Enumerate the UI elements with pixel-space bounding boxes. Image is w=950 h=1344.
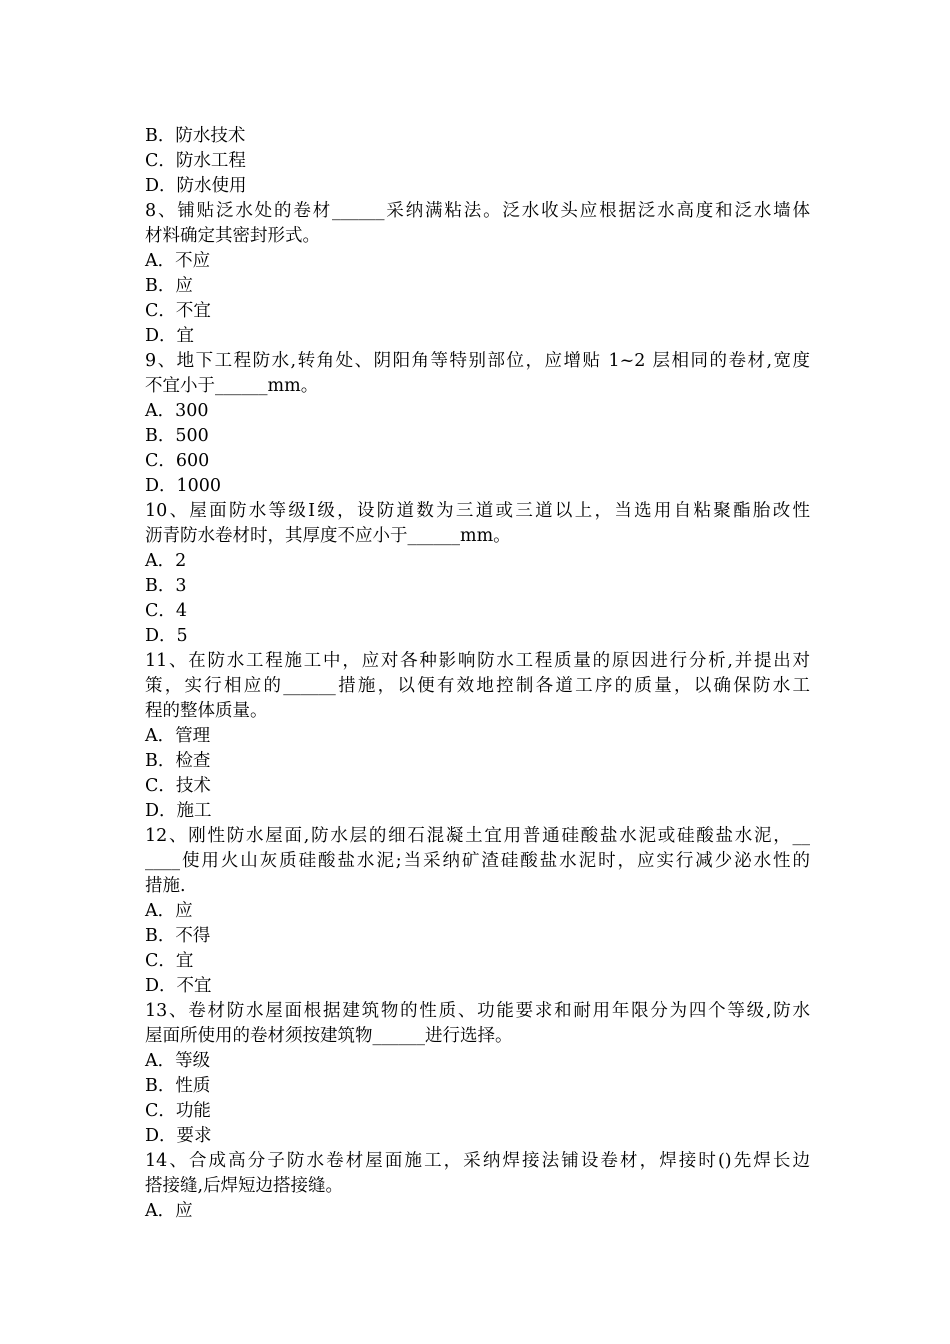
text-line: C．不宜 xyxy=(145,301,211,321)
text-line: 策，实行相应的______措施，以便有效地控制各道工序的质量，以确保防水工 xyxy=(145,676,810,696)
text-line: 程的整体质量。 xyxy=(145,701,268,721)
text-line: 11、在防水工程施工中，应对各种影响防水工程质量的原因进行分析,并提出对 xyxy=(145,651,810,671)
text-line: A．管理 xyxy=(145,726,211,746)
text-line: D．施工 xyxy=(145,801,212,821)
text-line: B．3 xyxy=(145,576,187,596)
text-line: A．2 xyxy=(145,551,187,571)
text-line: 12、刚性防水屋面,防水层的细石混凝土宜用普通硅酸盐水泥或硅酸盐水泥，__ xyxy=(145,826,810,846)
text-line: C．600 xyxy=(145,451,210,471)
text-line: C．防水工程 xyxy=(145,151,246,171)
text-line: 搭接缝,后焊短边搭接缝。 xyxy=(145,1176,344,1196)
text-line: D．宜 xyxy=(145,326,195,346)
document-body xyxy=(145,124,810,1224)
text-line: D．防水使用 xyxy=(145,176,247,196)
text-line: C．宜 xyxy=(145,951,194,971)
text-line: 屋面所使用的卷材须按建筑物______进行选择。 xyxy=(145,1026,513,1046)
text-line: A．300 xyxy=(145,401,209,421)
text-line: 材料确定其密封形式。 xyxy=(145,226,320,246)
text-line: 13、卷材防水屋面根据建筑物的性质、功能要求和耐用年限分为四个等级,防水 xyxy=(145,1001,810,1021)
text-line: B．性质 xyxy=(145,1076,211,1096)
text-line: A．应 xyxy=(145,901,193,921)
text-line: 措施. xyxy=(145,876,186,896)
text-line: B．防水技术 xyxy=(145,126,246,146)
text-line: B．应 xyxy=(145,276,193,296)
text-line: D．不宜 xyxy=(145,976,212,996)
text-line: 沥青防水卷材时，其厚度不应小于______mm。 xyxy=(145,526,511,546)
text-line: D．5 xyxy=(145,626,188,646)
text-line: A．等级 xyxy=(145,1051,211,1071)
text-line: 不宜小于______mm。 xyxy=(145,376,319,396)
text-line: D．1000 xyxy=(145,476,222,496)
text-line: C．功能 xyxy=(145,1101,211,1121)
text-line: B．500 xyxy=(145,426,209,446)
text-line: ____使用火山灰质硅酸盐水泥;当采纳矿渣硅酸盐水泥时，应实行减少泌水性的 xyxy=(145,851,810,871)
text-line: 8、铺贴泛水处的卷材______采纳满粘法。泛水收头应根据泛水高度和泛水墙体 xyxy=(145,201,810,221)
text-line: A．不应 xyxy=(145,251,211,271)
text-line: B．不得 xyxy=(145,926,211,946)
text-line: 14、合成高分子防水卷材屋面施工，采纳焊接法铺设卷材，焊接时()先焊长边 xyxy=(145,1151,810,1171)
text-line: B．检查 xyxy=(145,751,211,771)
text-line: C．技术 xyxy=(145,776,211,796)
text-line: A．应 xyxy=(145,1201,193,1221)
text-line: C．4 xyxy=(145,601,188,621)
text-line: 10、屋面防水等级Ⅰ级，设防道数为三道或三道以上，当选用自粘聚酯胎改性 xyxy=(145,501,810,521)
text-line: D．要求 xyxy=(145,1126,212,1146)
text-line: 9、地下工程防水,转角处、阴阳角等特别部位，应增贴 1~2 层相同的卷材,宽度 xyxy=(145,351,810,371)
